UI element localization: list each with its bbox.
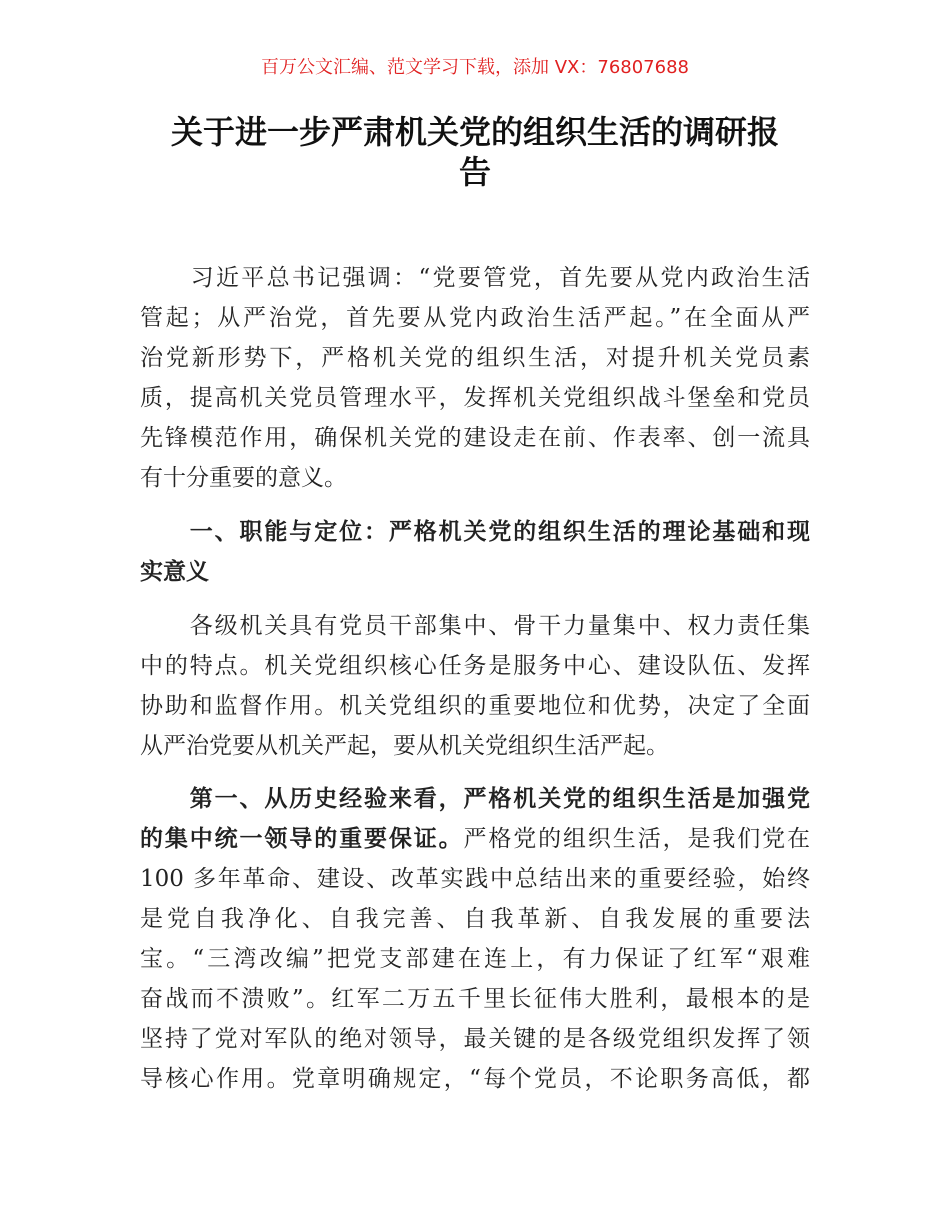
heading-line: 一、职能与定位：严格机关党的组织生活的理论基础和现 [140, 519, 810, 545]
document-title [140, 112, 810, 192]
text-line: 习近平总书记强调：“党要管党，首先要从党内政治生活 [140, 265, 810, 291]
text-line: 坚持了党对军队的绝对领导，最关键的是各级党组织发挥了领 [140, 1026, 810, 1052]
heading-line: 实意义 [140, 559, 209, 585]
title-line-2: 告 [458, 153, 491, 191]
text-line: 100 多年革命、建设、改革实践中总结出来的重要经验，始终 [140, 866, 810, 892]
text-line: 协助和监督作用。机关党组织的重要地位和优势，决定了全面 [140, 693, 810, 719]
section-heading-1 [140, 512, 810, 592]
bold-lead-end: 的集中统一领导的重要保证。 [140, 826, 464, 852]
title-line-1: 关于进一步严肃机关党的组织生活的调研报 [170, 113, 779, 151]
intro-paragraph [140, 258, 810, 498]
text-line: 中的特点。机关党组织核心任务是服务中心、建设队伍、发挥 [140, 653, 810, 679]
text-line [140, 819, 810, 859]
text-line: 有十分重要的意义。 [140, 465, 347, 491]
text-line: 从严治党要从机关严起，要从机关党组织生活严起。 [140, 733, 669, 759]
paragraph-3 [140, 779, 810, 1099]
text-line: 质，提高机关党员管理水平，发挥机关党组织战斗堡垒和党员 [140, 385, 810, 411]
text-line: 治党新形势下，严格机关党的组织生活，对提升机关党员素 [140, 345, 810, 371]
bold-lead-line: 第一、从历史经验来看，严格机关党的组织生活是加强党 [140, 786, 810, 812]
text-line: 先锋模范作用，确保机关党的建设走在前、作表率、创一流具 [140, 425, 810, 451]
text-continuation: 严格党的组织生活，是我们党在 [463, 826, 811, 852]
paragraph-2 [140, 606, 810, 766]
text-line: 宝。“三湾改编”把党支部建在连上，有力保证了红军“艰难 [140, 946, 810, 972]
text-line: 各级机关具有党员干部集中、骨干力量集中、权力责任集 [140, 613, 810, 639]
watermark-header: 百万公文汇编、范文学习下载，添加 VX：76807688 [261, 57, 689, 78]
text-line: 奋战而不溃败”。红军二万五千里长征伟大胜利，最根本的是 [140, 986, 810, 1012]
text-line: 是党自我净化、自我完善、自我革新、自我发展的重要法 [140, 906, 810, 932]
text-line: 导核心作用。党章明确规定，“每个党员，不论职务高低，都 [140, 1066, 810, 1092]
text-line: 管起；从严治党，首先要从党内政治生活严起。”在全面从严 [140, 305, 810, 331]
